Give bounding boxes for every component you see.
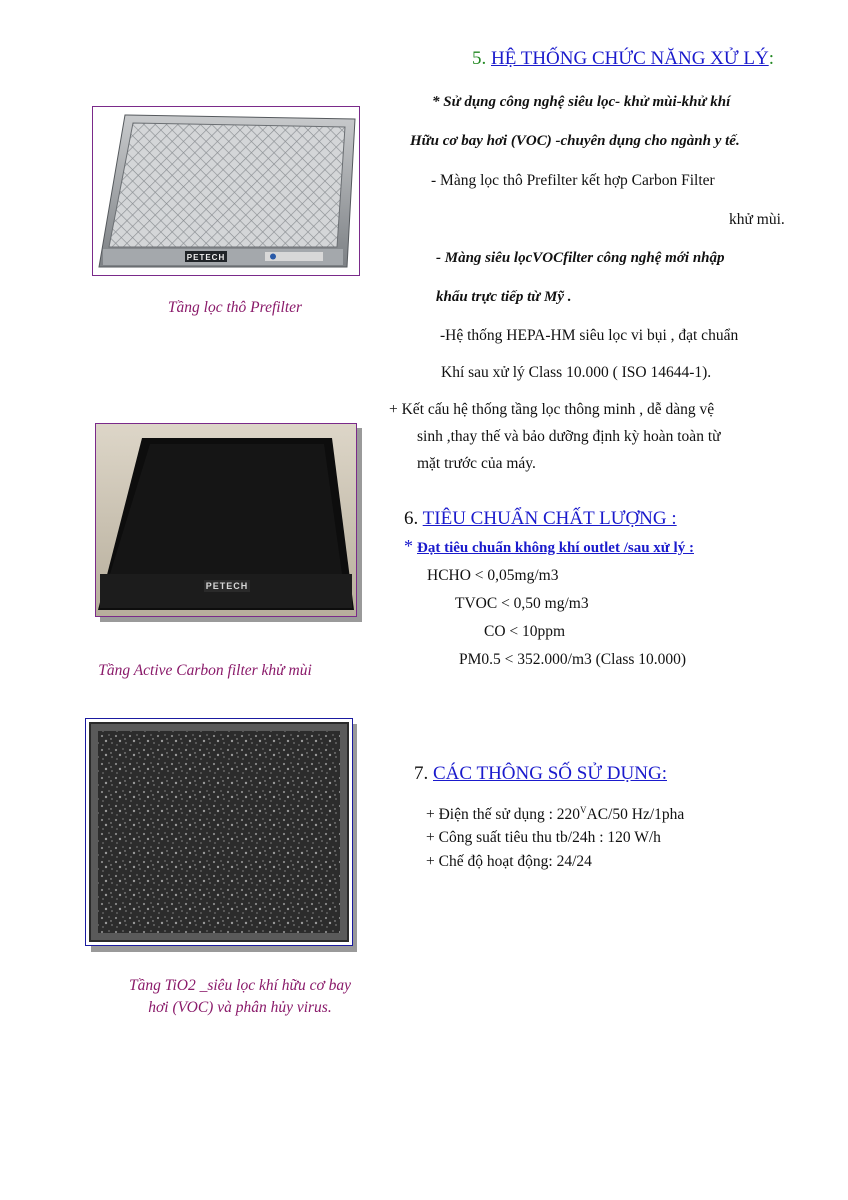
section6-subtitle-row [404,536,694,557]
section5-title: HỆ THỐNG CHỨC NĂNG XỬ LÝ [491,48,769,69]
section5-line-4: khử mùi. [729,211,785,228]
tio2-filter-photo [86,719,352,945]
prefilter-image-frame [92,106,360,276]
param-voltage [426,805,684,824]
section7-heading [414,763,667,785]
section5-plus-line-2: sinh ,thay thế và bảo dưỡng định kỳ hoàn toàn từ [417,428,721,445]
param-voltage-suffix: AC/50 Hz/1pha [586,806,685,824]
section7-number: 7. [414,763,429,784]
param-power: + Công suất tiêu thu tb/24h : 120 W/h [426,829,661,846]
spec-pm05: PM0.5 < 352.000/m3 (Class 10.000) [459,651,687,668]
section5-line-8: Khí sau xử lý Class 10.000 ( ISO 14644-1). [441,364,712,381]
param-mode: + Chế độ hoạt động: 24/24 [426,853,592,870]
section7-title: CÁC THÔNG SỐ SỬ DỤNG: [433,763,667,784]
param-voltage-prefix: + Điện thế sử dụng : 220 [426,806,581,824]
section5-plus-line-3: mặt trước của máy. [417,455,536,472]
prefilter-photo [93,107,359,275]
section5-colon: : [768,48,774,69]
section5-heading [472,48,774,70]
carbon-image-frame [95,423,357,617]
section5-line-1: * Sử dụng công nghệ siêu lọc- khử mùi-khử khí [432,94,731,110]
section5-line-3: - Màng lọc thô Prefilter kết hợp Carbon Filter [431,172,715,189]
section6-heading [404,508,677,530]
section5-number: 5. [472,48,487,69]
spec-hcho: HCHO < 0,05mg/m3 [427,567,559,584]
caption-carbon: Tầng Active Carbon filter khử mùi [98,662,312,679]
caption-tio2-line2: hơi (VOC) và phân hủy virus. [148,999,332,1016]
caption-prefilter: Tầng lọc thô Prefilter [167,299,303,316]
section6-number: 6. [404,508,419,529]
prefilter-brand-label: PETECH [186,253,226,262]
spec-tvoc: TVOC < 0,50 mg/m3 [455,595,589,612]
section6-title: TIÊU CHUẨN CHẤT LƯỢNG : [422,508,677,529]
section5-line-2: Hữu cơ bay hơi (VOC) -chuyên dụng cho ngành y tế. [410,133,740,149]
section5-plus-line-1: + Kết cấu hệ thống tầng lọc thông minh , dễ dàng vệ [389,401,715,418]
section5-line-7: -Hệ thống HEPA-HM siêu lọc vi bụi , đạt chuẩn [440,327,739,344]
param-voltage-sup: V [580,805,587,815]
caption-tio2-line1: Tầng TiO2 _siêu lọc khí hữu cơ bay [128,977,352,994]
section5-line-5: - Màng siêu lọcVOCfilter công nghệ mới nhập [436,250,725,266]
carbon-brand-label: PETECH [205,581,249,591]
section5-line-6: khẩu trực tiếp từ Mỹ . [436,289,572,305]
tio2-image-frame [85,718,353,946]
section6-subtitle: Đạt tiêu chuẩn không khí outlet /sau xử lý : [417,540,694,556]
section6-star: * [404,536,413,556]
spec-co: CO < 10ppm [484,623,566,640]
